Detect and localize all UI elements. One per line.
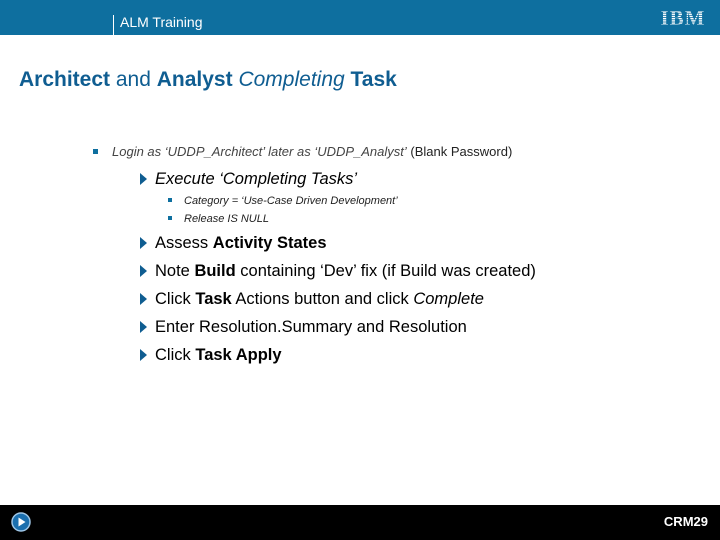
sub-bullet-text: Release IS NULL (184, 213, 269, 225)
title-part: Analyst (156, 68, 233, 91)
login-bullet (93, 144, 512, 160)
slide-title (19, 68, 397, 92)
sub-bullet (168, 212, 269, 226)
ibm-logo-icon (657, 7, 709, 29)
step-text: Enter Resolution.Summary and Resolution (155, 318, 467, 336)
login-instruction: Login as ‘UDDP_Architect’ later as ‘UDDP_Analyst’ (112, 144, 407, 159)
title-part: Architect (19, 68, 111, 91)
step-text: Assess (155, 234, 213, 252)
login-note: (Blank Password) (406, 144, 513, 159)
title-part: Task (344, 68, 397, 91)
step-item (155, 317, 467, 337)
app-title: ALM Training (120, 14, 203, 30)
header-bar (0, 0, 720, 35)
play-button[interactable] (11, 512, 31, 532)
square-bullet-icon (168, 216, 172, 220)
step-bold: Activity States (212, 234, 327, 252)
play-icon (11, 512, 31, 532)
page-number: CRM29 (663, 514, 708, 529)
step-item (155, 345, 282, 365)
sub-bullet (168, 194, 398, 208)
title-part: and (110, 68, 157, 91)
triangle-bullet-icon (140, 237, 147, 249)
step-item (155, 289, 484, 309)
step-text: containing ‘Dev’ fix (if Build was created) (235, 262, 536, 280)
step-text: Click (155, 290, 196, 308)
step-text: Click (155, 346, 196, 364)
step-bold: Build (194, 262, 236, 280)
header-divider (113, 15, 114, 35)
step-italic: Complete (413, 290, 484, 308)
step-item (155, 233, 327, 253)
sub-bullet-text: Category = ‘Use-Case Driven Development’ (184, 195, 398, 207)
title-part: Completing (238, 68, 345, 91)
triangle-bullet-icon (140, 173, 147, 185)
triangle-bullet-icon (140, 321, 147, 333)
triangle-bullet-icon (140, 349, 147, 361)
square-bullet-icon (168, 198, 172, 202)
ibm-logo (657, 7, 709, 29)
footer-bar (0, 505, 720, 540)
step-text: Note (155, 262, 195, 280)
step-text: Actions button and click (231, 290, 414, 308)
square-bullet-icon (93, 149, 98, 154)
triangle-bullet-icon (140, 293, 147, 305)
svg-text:IBM: IBM (660, 7, 706, 29)
step-execute: Execute ‘Completing Tasks’ (155, 170, 358, 188)
step-bold: Task Apply (195, 346, 282, 364)
triangle-bullet-icon (140, 265, 147, 277)
step-bold: Task (195, 290, 232, 308)
step-item (155, 261, 536, 281)
